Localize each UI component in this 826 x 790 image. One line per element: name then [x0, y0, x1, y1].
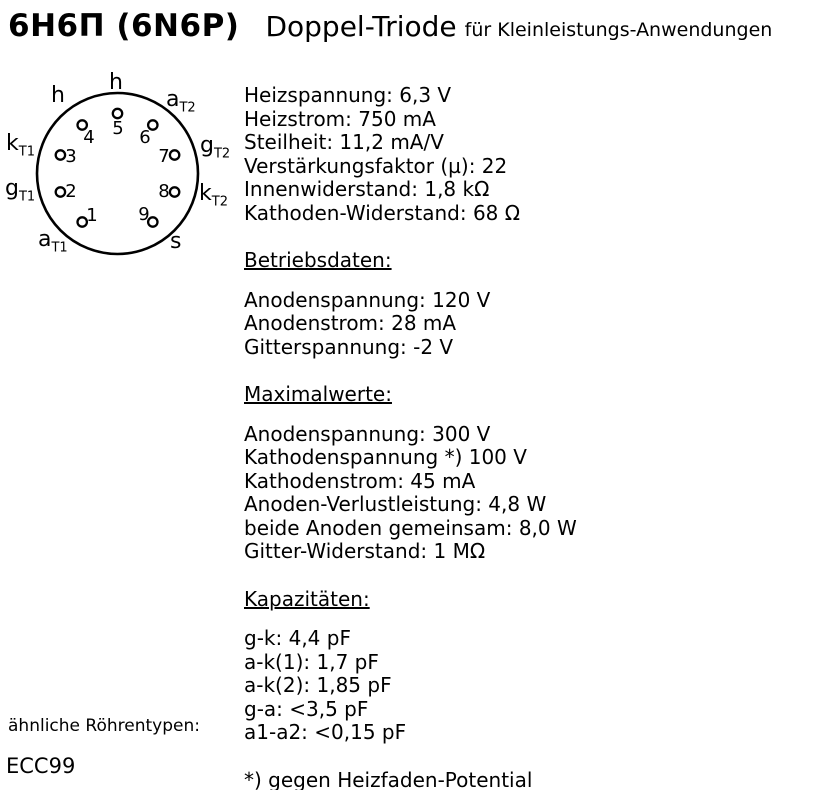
pin-number-8: 8	[158, 181, 170, 202]
section-heading-maximalwerte: Maximalwerte:	[244, 382, 392, 406]
spec-line-cgk: g-k: 4,4 pF	[244, 626, 351, 650]
similar-type-ecc99: ECC99	[6, 754, 76, 778]
pin-label-text: s	[170, 229, 182, 254]
pin-label-subscript: T2	[213, 146, 231, 162]
pin-label-anode-t2	[166, 87, 196, 116]
pin-number-7: 7	[158, 146, 170, 167]
spec-line-verlustleistung: Anoden-Verlustleistung: 4,8 W	[244, 492, 547, 516]
pin-label-subscript: T1	[18, 189, 36, 205]
pin-label-heater-top	[109, 70, 123, 95]
pin-label-heater-left	[51, 83, 65, 108]
tube-name: 6Н6П (6N6P)	[8, 8, 240, 44]
pin-number-6: 6	[139, 127, 151, 148]
pin-3-circle	[56, 150, 65, 159]
footnote: *) gegen Heizfaden-Potential	[244, 767, 533, 790]
spec-line-steilheit: Steilheit: 11,2 mA/V	[244, 130, 444, 154]
pin-label-cathode-t1	[6, 131, 35, 160]
header	[8, 8, 772, 44]
spec-line-anodenspannung-betrieb: Anodenspannung: 120 V	[244, 287, 491, 312]
specs-column	[244, 84, 577, 790]
spec-line-anodenstrom: Anodenstrom: 28 mA	[244, 311, 457, 335]
pin-number-1: 1	[86, 205, 98, 226]
pin-label-shield	[170, 229, 182, 254]
pinout-diagram	[0, 60, 240, 270]
spec-line-kathodenspannung: Kathodenspannung *) 100 V	[244, 445, 527, 469]
pin-label-text: h	[109, 70, 123, 95]
pin-number-4: 4	[83, 127, 95, 148]
spec-line-cak1: a-k(1): 1,7 pF	[244, 649, 379, 674]
spec-line-heizspannung: Heizspannung: 6,3 V	[244, 83, 452, 107]
spec-line-gitterspannung: Gitterspannung: -2 V	[244, 334, 454, 359]
tube-type: Doppel-Triode	[265, 10, 457, 43]
pin-label-anode-t1	[38, 227, 68, 256]
pin-label-subscript: T2	[211, 194, 228, 210]
pin-label-text: k	[6, 131, 19, 156]
similar-types-label: ähnliche Röhrentypen:	[8, 716, 200, 736]
spec-line-gitterwiderstand: Gitter-Widerstand: 1 MΩ	[244, 539, 486, 563]
pin-2-circle	[56, 187, 65, 196]
pin-8-circle	[170, 187, 179, 196]
spec-line-verstaerkung: Verstärkungsfaktor (µ): 22	[244, 153, 508, 178]
spec-line-anodenspannung-max: Anodenspannung: 300 V	[244, 421, 491, 446]
section-heading-betriebsdaten: Betriebsdaten:	[244, 248, 392, 272]
spec-line-cga: g-a: <3,5 pF	[244, 696, 369, 721]
pin-5-circle	[113, 109, 122, 118]
pin-number-9: 9	[138, 204, 150, 225]
pin-label-text: a	[38, 227, 52, 252]
pin-label-subscript: T2	[179, 100, 196, 116]
pin-label-subscript: T1	[51, 240, 68, 256]
pin-label-grid-t2	[200, 133, 231, 162]
spec-line-kathodenwiderstand: Kathoden-Widerstand: 68 Ω	[244, 200, 521, 225]
pin-number-3: 3	[65, 146, 77, 167]
pin-label-text: g	[5, 176, 19, 201]
spec-line-cak2: a-k(2): 1,85 pF	[244, 673, 392, 697]
spec-line-heizstrom: Heizstrom: 750 mA	[244, 106, 436, 131]
pin-label-grid-t1	[5, 176, 36, 205]
pin-label-cathode-t2	[199, 181, 228, 210]
spec-line-ca1a2: a1-a2: <0,15 pF	[244, 720, 407, 744]
spec-line-beide-anoden: beide Anoden gemeinsam: 8,0 W	[244, 515, 577, 540]
tube-subtitle: für Kleinleistungs-Anwendungen	[464, 19, 773, 41]
spec-line-innenwiderstand: Innenwiderstand: 1,8 kΩ	[244, 177, 490, 201]
pin-7-circle	[170, 150, 179, 159]
pin-number-2: 2	[65, 181, 77, 202]
pin-label-text: k	[199, 181, 212, 206]
spec-line-kathodenstrom: Kathodenstrom: 45 mA	[244, 468, 476, 493]
pin-label-text: g	[200, 133, 214, 158]
section-heading-kapazitaeten: Kapazitäten:	[244, 586, 370, 611]
pin-label-text: h	[51, 83, 65, 108]
pin-number-5: 5	[112, 118, 124, 139]
pin-label-subscript: T1	[18, 144, 35, 160]
pin-label-text: a	[166, 87, 180, 112]
